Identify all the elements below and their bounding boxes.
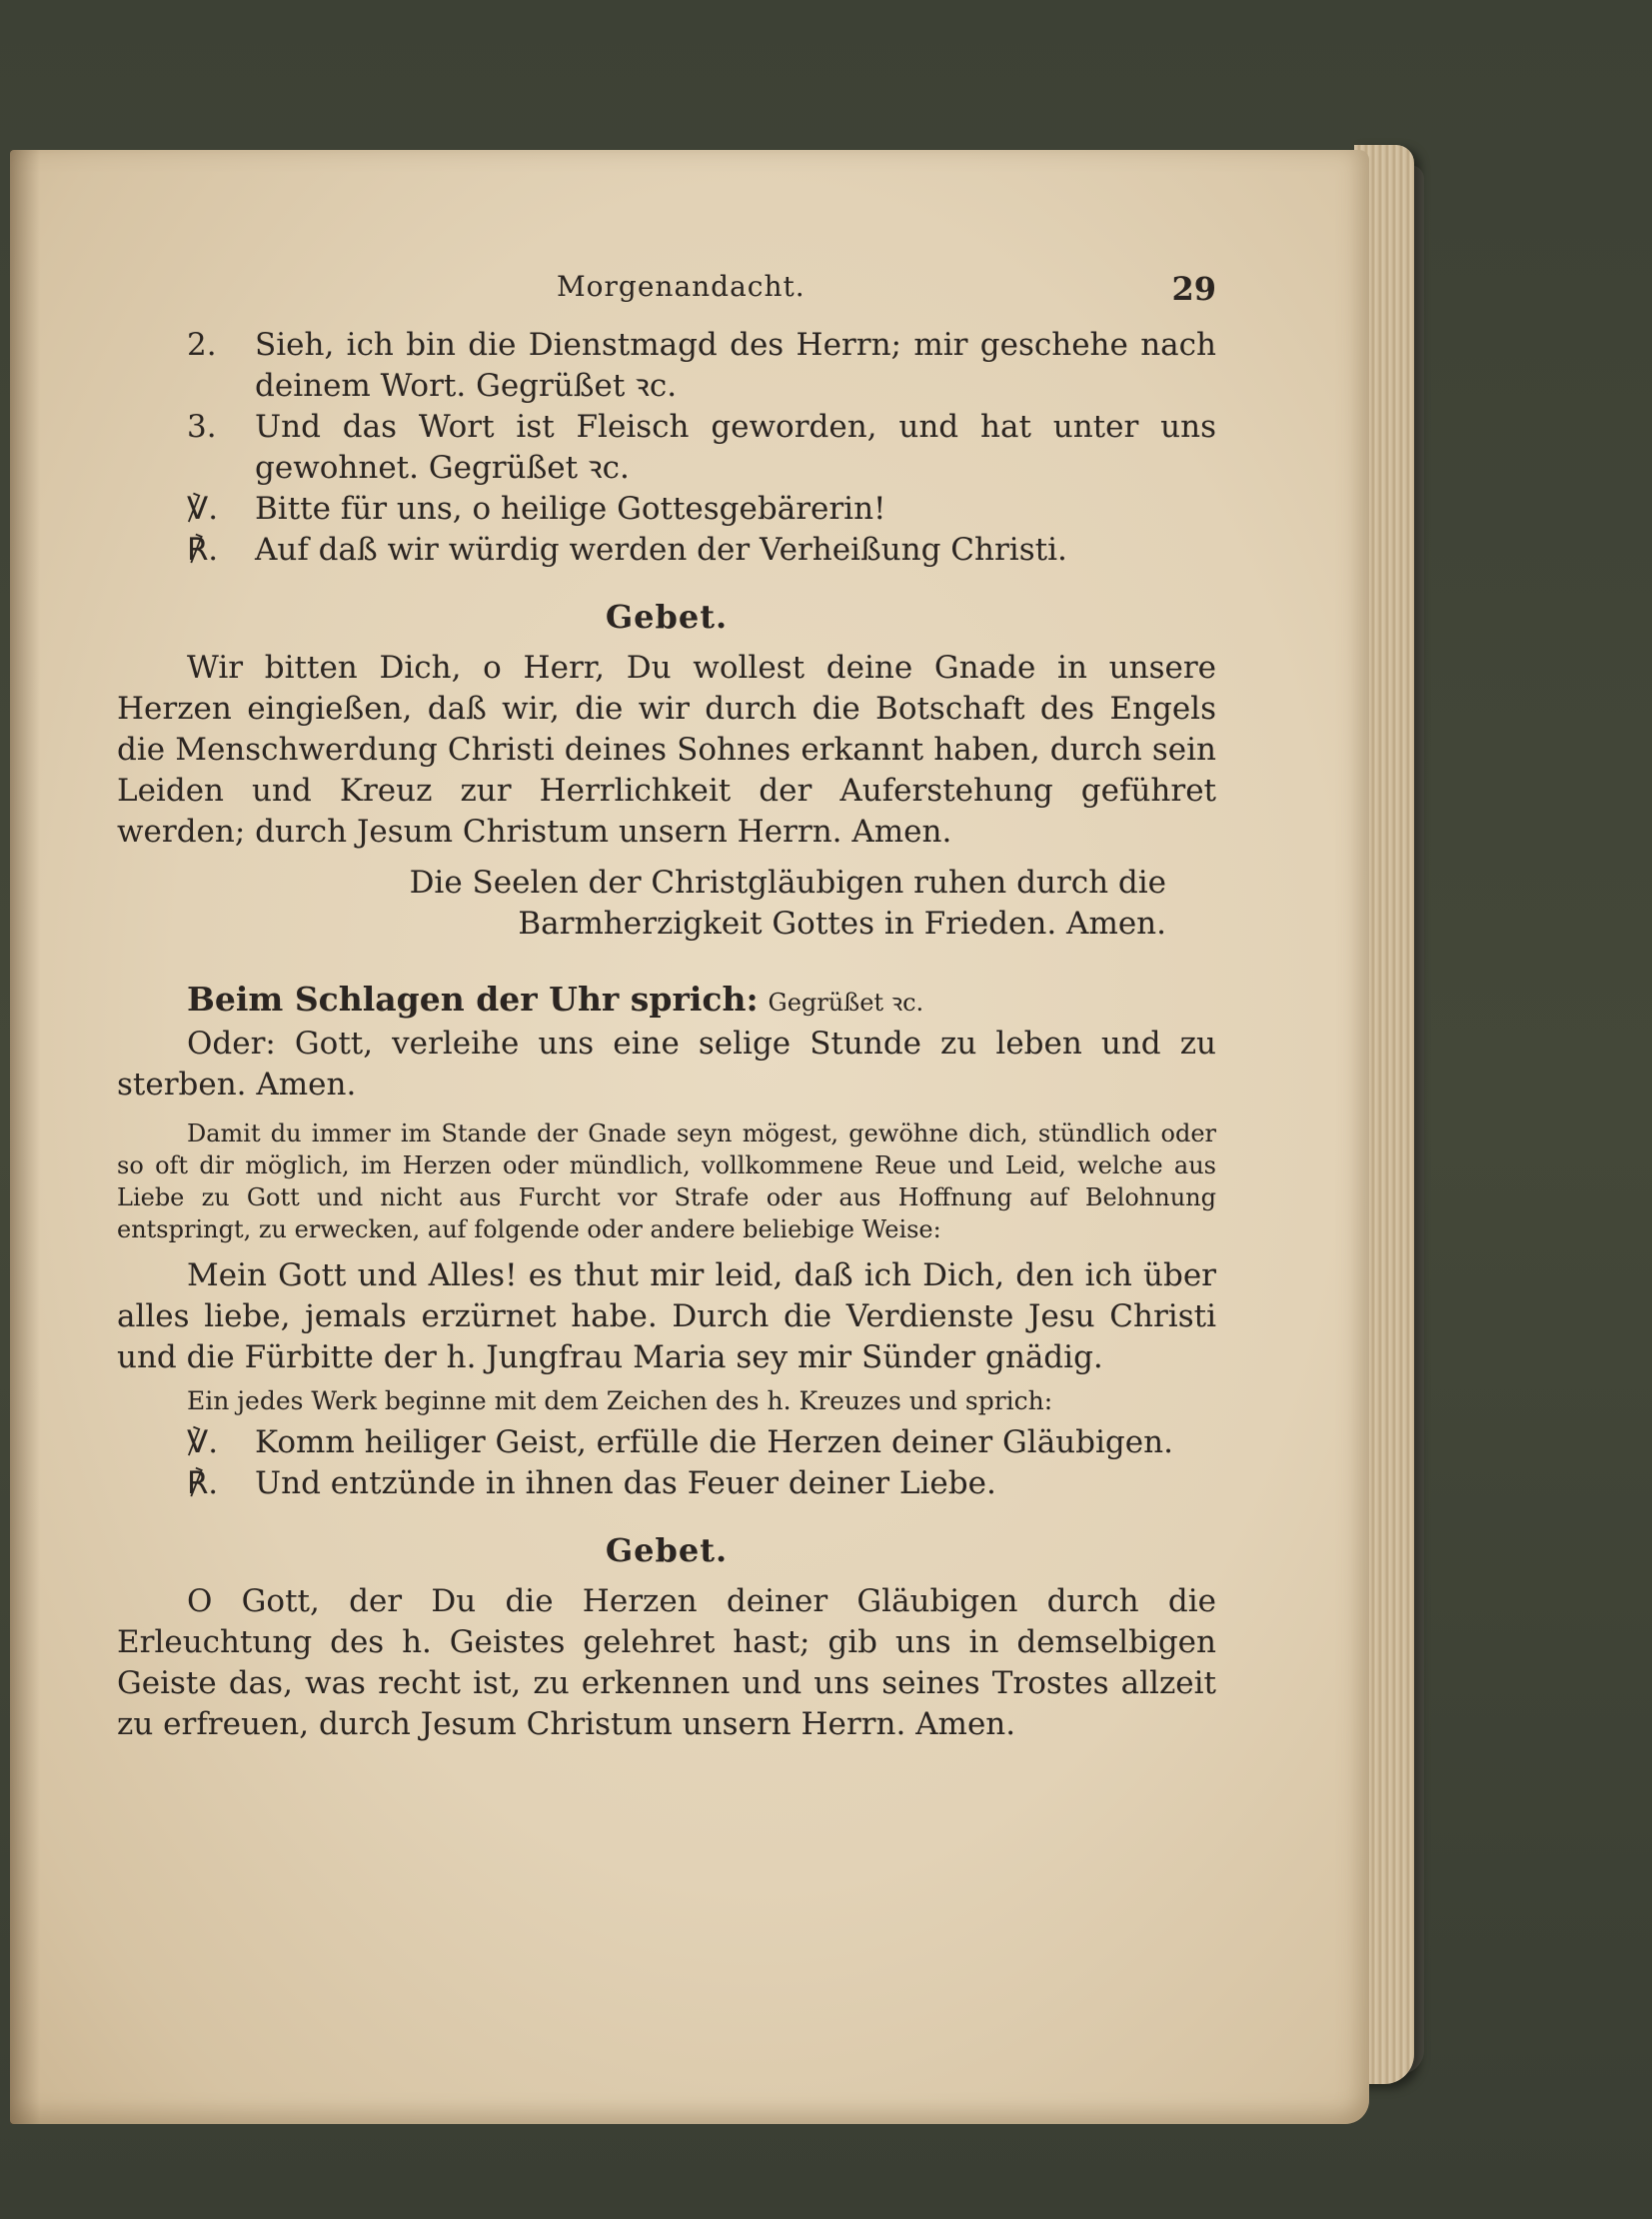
instruction-heading: Beim Schlagen der Uhr sprich: [187,980,759,1019]
response-text: Auf daß wir würdig werden der Verheißung Christi. [255,532,1067,568]
gutter-shadow [10,150,40,2124]
response-marker: ℟. [187,1465,219,1501]
running-head [117,270,1216,310]
page-number: 29 [1171,270,1216,308]
body-text [117,325,1216,1745]
verse-2 [117,325,1216,407]
section-heading: Gebet. [605,1531,729,1569]
versicle-marker: ℣. [187,491,219,527]
response-text: Und entzünde in ihnen das Feuer deiner Liebe. [255,1465,996,1501]
closing-formula [117,863,1166,945]
verse-text: Und das Wort ist Fleisch geworden, und hat unter uns gewohnet. Gegrüßet ꝛc. [255,409,1216,486]
versicle-marker: ℣. [187,1424,219,1460]
instruction-reference: Gegrüßet ꝛc. [768,989,924,1017]
verse-marker: 2. [187,327,217,363]
contrition-prayer: Mein Gott und Alles! es thut mir leid, daß ich Dich, den ich über alles liebe, jemals erzürnet habe. Durch die Verdienste Jesu Christi und die Fürbitte der h. Jungfrau Maria sey mir Sünder gnädig. [117,1257,1216,1375]
versicle-text: Komm heiliger Geist, erfülle die Herzen deiner Gläubigen. [255,1424,1173,1460]
verse-3 [117,407,1216,489]
response [117,1463,1216,1504]
alternative-prayer: Oder: Gott, verleihe uns eine selige Stunde zu leben und zu sterben. Amen. [117,1026,1216,1103]
response-marker: ℟. [187,532,219,568]
closing-line: Die Seelen der Christgläubigen ruhen durch die [409,865,1166,901]
section-heading: Gebet. [605,598,729,636]
prayer-paragraph: O Gott, der Du die Herzen deiner Gläubigen durch die Erleuchtung des h. Geistes gelehret hast; gib uns in demselbigen Geiste das, was recht ist, zu erkennen und uns seines Trostes allzeit zu erfreuen, durch Jesum Christum unsern Herrn. Amen. [117,1583,1216,1742]
running-title: Morgenandacht. [557,270,806,303]
versicle-text: Bitte für uns, o heilige Gottesgebärerin! [255,491,886,527]
verse-text: Sieh, ich bin die Dienstmagd des Herrn; mir geschehe nach deinem Wort. Gegrüßet ꝛc. [255,327,1216,404]
versicle [117,1422,1216,1463]
versicle [117,489,1216,530]
clock-instruction [117,979,1216,1024]
closing-line: Barmherzigkeit Gottes in Frieden. Amen. [518,906,1166,942]
prayer-paragraph: Wir bitten Dich, o Herr, Du wollest deine Gnade in unsere Herzen eingießen, daß wir, die wir durch die Botschaft des Engels die Menschwerdung Christi deines Sohnes erkannt haben, durch sein Leiden und Kreuz zur Herrlichkeit der Auferstehung geführet werden; durch Jesum Christum unsern Herrn. Amen. [117,650,1216,850]
contrition-note: Damit du immer im Stande der Gnade seyn mögest, gewöhne dich, stündlich oder so oft dir möglich, im Herzen oder mündlich, vollkommene Reue und Leid, welche aus Liebe zu Gott und nicht aus Furcht vor Strafe oder aus Hoffnung auf Belohnung entspringt, zu erwecken, auf folgende oder andere beliebige Weise: [117,1119,1216,1243]
work-note: Ein jedes Werk beginne mit dem Zeichen des h. Kreuzes und sprich: [187,1386,1053,1415]
response [117,530,1216,571]
verse-marker: 3. [187,409,217,445]
